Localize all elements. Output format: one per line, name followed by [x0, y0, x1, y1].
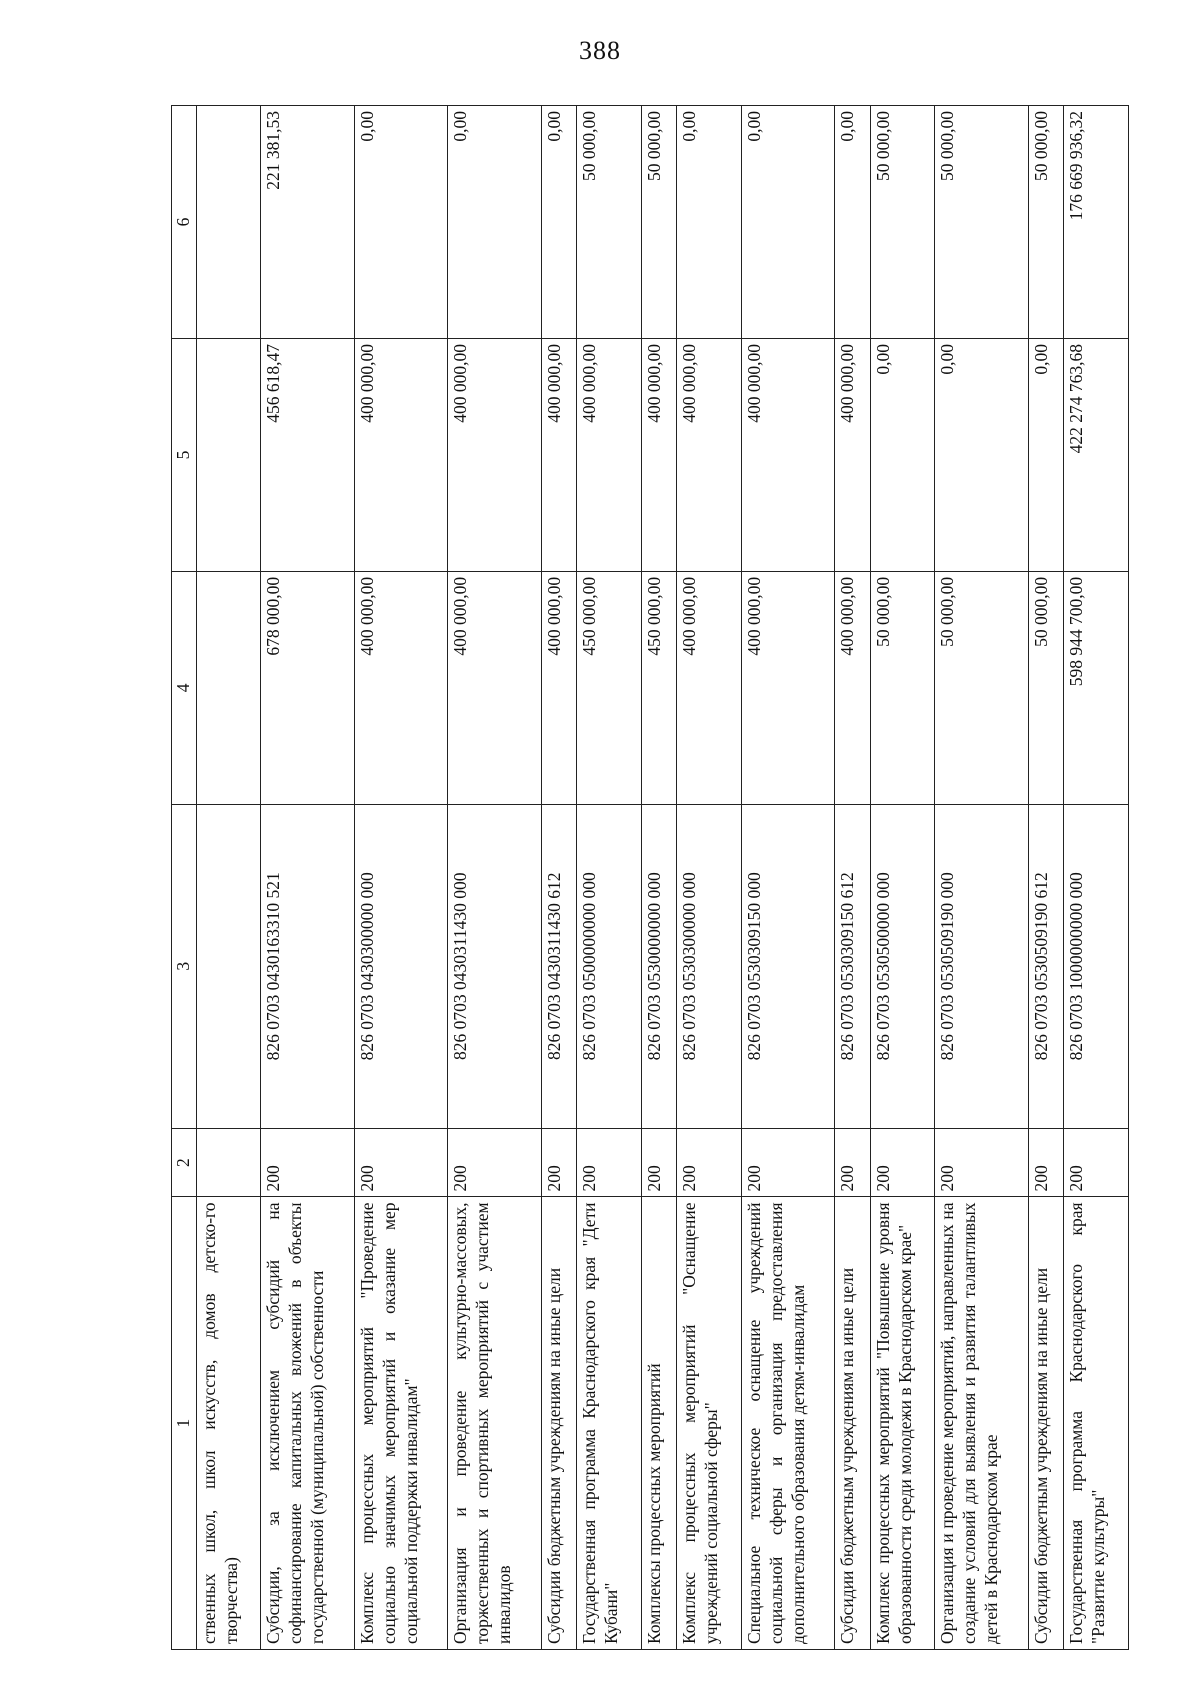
row-kvr-cell: 200	[354, 1128, 447, 1197]
row-code-cell: 826 0703 0430163310 521	[261, 804, 354, 1128]
header-col-2: 2	[172, 1128, 197, 1197]
row-col5-cell: 400 000,00	[741, 338, 834, 571]
row-code-cell: 826 0703 0500000000 000	[577, 804, 642, 1128]
row-name-cell: ственных школ, школ искусств, домов детско-го творчества)	[196, 1197, 261, 1650]
row-code-cell: 826 0703 0430300000 000	[354, 804, 447, 1128]
row-code-cell: 826 0703 0530300000 000	[677, 804, 742, 1128]
header-col-4: 4	[172, 571, 197, 804]
row-col4-cell: 400 000,00	[741, 571, 834, 804]
row-kvr-cell: 200	[261, 1128, 354, 1197]
row-col4-cell: 400 000,00	[448, 571, 541, 804]
page-number: 388	[579, 36, 621, 65]
table-row	[641, 106, 677, 1650]
row-col4-cell: 400 000,00	[541, 571, 577, 804]
row-col6-cell: 0,00	[741, 106, 834, 339]
row-name-cell: Субсидии бюджетным учреждениям на иные цели	[1028, 1197, 1064, 1650]
row-kvr-cell	[196, 1128, 261, 1197]
row-col5-cell: 422 274 763,68	[1064, 338, 1129, 571]
row-col6-cell: 0,00	[677, 106, 742, 339]
row-col6-cell: 50 000,00	[870, 106, 935, 339]
row-code-cell: 826 0703 0530500000 000	[870, 804, 935, 1128]
header-col-1: 1	[172, 1197, 197, 1650]
row-name-cell: Субсидии бюджетным учреждениям на иные цели	[541, 1197, 577, 1650]
row-kvr-cell: 200	[1028, 1128, 1064, 1197]
row-kvr-cell: 200	[677, 1128, 742, 1197]
budget-table	[171, 105, 1129, 1650]
table-body	[196, 106, 1128, 1650]
row-kvr-cell: 200	[448, 1128, 541, 1197]
row-kvr-cell: 200	[741, 1128, 834, 1197]
row-col6-cell: 176 669 936,32	[1064, 106, 1129, 339]
table-row	[448, 106, 541, 1650]
row-kvr-cell: 200	[641, 1128, 677, 1197]
row-col6-cell: 50 000,00	[641, 106, 677, 339]
row-col5-cell: 400 000,00	[354, 338, 447, 571]
row-col4-cell: 678 000,00	[261, 571, 354, 804]
row-col5-cell: 400 000,00	[448, 338, 541, 571]
row-col6-cell	[196, 106, 261, 339]
row-col5-cell: 400 000,00	[835, 338, 871, 571]
row-name-cell: Комплекс процессных мероприятий "Проведение социально значимых мероприятий и оказание мер социальной поддержки инвалидам"	[354, 1197, 447, 1650]
row-name-cell: Комплексы процессных мероприятий	[641, 1197, 677, 1650]
row-col6-cell: 0,00	[835, 106, 871, 339]
row-col4-cell: 400 000,00	[354, 571, 447, 804]
header-col-5: 5	[172, 338, 197, 571]
row-code-cell: 826 0703 0430311430 612	[541, 804, 577, 1128]
row-code-cell: 826 0703 0430311430 000	[448, 804, 541, 1128]
row-col6-cell: 221 381,53	[261, 106, 354, 339]
row-name-cell: Комплекс процессных мероприятий "Оснащение учреждений социальной сферы"	[677, 1197, 742, 1650]
table-row	[870, 106, 935, 1650]
row-col6-cell: 50 000,00	[935, 106, 1028, 339]
row-col5-cell: 400 000,00	[541, 338, 577, 571]
row-col5-cell: 0,00	[1028, 338, 1064, 571]
row-name-cell: Специальное техническое оснащение учреждений социальной сферы и организация предоставления дополнительного образования детям-инвалидам	[741, 1197, 834, 1650]
row-kvr-cell: 200	[577, 1128, 642, 1197]
row-col4-cell: 450 000,00	[641, 571, 677, 804]
table-row	[541, 106, 577, 1650]
row-col4-cell: 50 000,00	[870, 571, 935, 804]
table-row	[261, 106, 354, 1650]
row-col4-cell: 400 000,00	[835, 571, 871, 804]
row-code-cell: 826 0703 1000000000 000	[1064, 804, 1129, 1128]
row-col5-cell: 400 000,00	[677, 338, 742, 571]
row-kvr-cell: 200	[870, 1128, 935, 1197]
row-col6-cell: 50 000,00	[577, 106, 642, 339]
row-code-cell	[196, 804, 261, 1128]
row-col6-cell: 0,00	[448, 106, 541, 339]
row-col4-cell: 50 000,00	[1028, 571, 1064, 804]
table-row	[677, 106, 742, 1650]
table-row	[935, 106, 1028, 1650]
row-col5-cell: 0,00	[935, 338, 1028, 571]
row-col5-cell	[196, 338, 261, 571]
row-name-cell: Комплекс процессных мероприятий "Повышение уровня образованности среди молодежи в Краснодарском крае"	[870, 1197, 935, 1650]
row-name-cell: Государственная программа Краснодарского края "Развитие культуры"	[1064, 1197, 1129, 1650]
row-col5-cell: 456 618,47	[261, 338, 354, 571]
row-name-cell: Субсидии бюджетным учреждениям на иные цели	[835, 1197, 871, 1650]
table-row	[835, 106, 871, 1650]
row-col4-cell: 400 000,00	[677, 571, 742, 804]
table-row	[1064, 106, 1129, 1650]
row-col5-cell: 0,00	[870, 338, 935, 571]
row-col4-cell: 450 000,00	[577, 571, 642, 804]
row-code-cell: 826 0703 0530000000 000	[641, 804, 677, 1128]
row-code-cell: 826 0703 0530509190 000	[935, 804, 1028, 1128]
row-name-cell: Организация и проведение мероприятий, направленных на создание условий для выявления и развития талантливых детей в Краснодарском крае	[935, 1197, 1028, 1650]
row-name-cell: Государственная программа Краснодарского края "Дети Кубани"	[577, 1197, 642, 1650]
header-col-6: 6	[172, 106, 197, 339]
row-code-cell: 826 0703 0530309150 000	[741, 804, 834, 1128]
table-row	[1028, 106, 1064, 1650]
row-col6-cell: 0,00	[354, 106, 447, 339]
row-code-cell: 826 0703 0530509190 612	[1028, 804, 1064, 1128]
row-name-cell: Организация и проведение культурно-массовых, торжественных и спортивных мероприятий с участием инвалидов	[448, 1197, 541, 1650]
row-kvr-cell: 200	[541, 1128, 577, 1197]
row-kvr-cell: 200	[1064, 1128, 1129, 1197]
row-col4-cell	[196, 571, 261, 804]
row-kvr-cell: 200	[935, 1128, 1028, 1197]
rotated-table-container	[171, 105, 1129, 1650]
row-col5-cell: 400 000,00	[577, 338, 642, 571]
row-col5-cell: 400 000,00	[641, 338, 677, 571]
row-col6-cell: 50 000,00	[1028, 106, 1064, 339]
row-col6-cell: 0,00	[541, 106, 577, 339]
row-kvr-cell: 200	[835, 1128, 871, 1197]
table-row	[577, 106, 642, 1650]
table-row	[354, 106, 447, 1650]
row-col4-cell: 598 944 700,00	[1064, 571, 1129, 804]
row-code-cell: 826 0703 0530309150 612	[835, 804, 871, 1128]
row-name-cell: Субсидии, за исключением субсидий на софинансирование капитальных вложений в объекты государственной (муниципальной) собственности	[261, 1197, 354, 1650]
header-col-3: 3	[172, 804, 197, 1128]
row-col4-cell: 50 000,00	[935, 571, 1028, 804]
header-row	[172, 106, 197, 1650]
table-row	[196, 106, 261, 1650]
table-row	[741, 106, 834, 1650]
